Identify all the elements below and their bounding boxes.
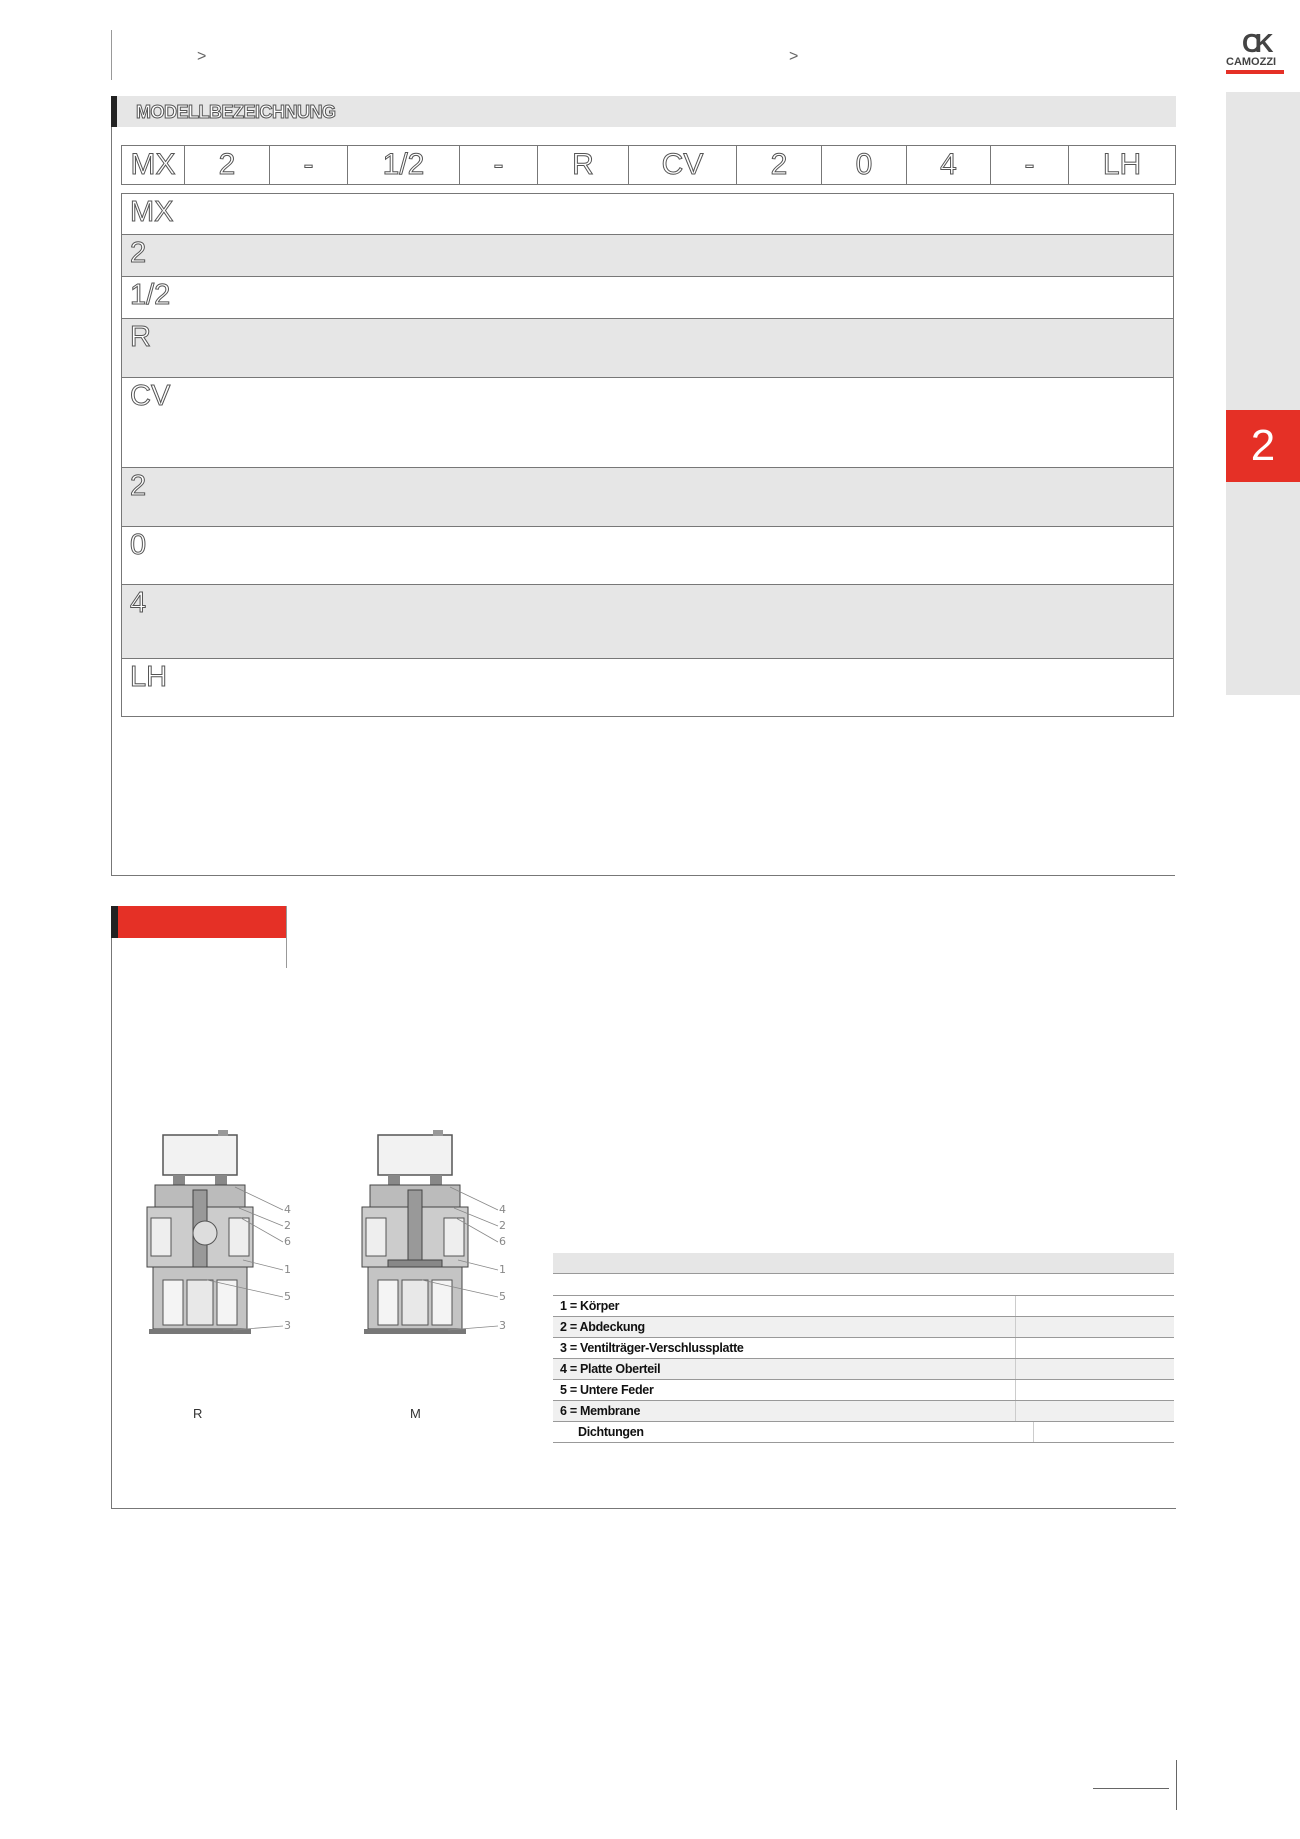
tab-divider <box>286 906 287 968</box>
material-part: 1 = Körper <box>560 1299 620 1313</box>
code-cell: LH <box>1068 146 1176 184</box>
detail-row <box>122 377 1173 467</box>
code-cell: - <box>990 146 1068 184</box>
drawing-label-m: M <box>410 1406 421 1421</box>
callout: 2 <box>284 1219 291 1232</box>
detail-label: 1/2 <box>130 279 171 311</box>
detail-label: R <box>130 321 151 353</box>
code-cell: MX <box>121 146 184 184</box>
materials-table <box>553 1253 1174 1443</box>
material-part: 5 = Untere Feder <box>560 1383 654 1397</box>
callout: 1 <box>284 1263 291 1276</box>
drawing-label-r: R <box>193 1406 203 1421</box>
materials-row <box>553 1359 1174 1380</box>
callout: 6 <box>284 1235 291 1248</box>
detail-row <box>122 276 1173 318</box>
detail-row <box>122 584 1173 658</box>
code-cell: 2 <box>736 146 821 184</box>
valve-drawing-r <box>143 1130 303 1350</box>
callout: 1 <box>499 1263 506 1276</box>
model-detail-table <box>121 193 1174 717</box>
code-cell: 2 <box>184 146 269 184</box>
camozzi-logo <box>1220 28 1290 74</box>
callout: 5 <box>284 1290 291 1303</box>
materials-row <box>553 1422 1174 1443</box>
detail-label: CV <box>130 380 171 412</box>
material-part: 3 = Ventilträger-Verschlussplatte <box>560 1341 744 1355</box>
model-section-title: MODELLBEZEICHNUNG <box>136 102 336 122</box>
code-cell: 0 <box>821 146 906 184</box>
logo-mark: CK <box>1242 28 1268 58</box>
breadcrumb-divider <box>111 30 112 80</box>
callout: 3 <box>284 1319 291 1332</box>
material-part: Dichtungen <box>578 1425 644 1439</box>
footer-line <box>1093 1788 1169 1789</box>
materials-row <box>553 1296 1174 1317</box>
material-part: 2 = Abdeckung <box>560 1320 645 1334</box>
logo-bar <box>1226 70 1284 74</box>
detail-row <box>122 194 1173 234</box>
detail-label: 2 <box>130 237 147 269</box>
detail-label: 0 <box>130 529 147 561</box>
model-code-row <box>121 145 1176 185</box>
model-section-header <box>111 96 1176 127</box>
chapter-number: 2 <box>1226 410 1300 482</box>
materials-table-subheader <box>553 1274 1174 1296</box>
callout: 3 <box>499 1319 506 1332</box>
tab-accent <box>111 906 118 938</box>
callout: 5 <box>499 1290 506 1303</box>
materials-row <box>553 1317 1174 1338</box>
callout: 4 <box>499 1203 506 1216</box>
callout: 4 <box>284 1203 291 1216</box>
detail-row <box>122 467 1173 526</box>
detail-label: 2 <box>130 470 147 502</box>
material-part: 6 = Membrane <box>560 1404 641 1418</box>
code-cell: - <box>459 146 537 184</box>
code-cell: - <box>269 146 347 184</box>
callout: 6 <box>499 1235 506 1248</box>
materials-row <box>553 1380 1174 1401</box>
materials-row <box>553 1338 1174 1359</box>
detail-row <box>122 234 1173 276</box>
valve-drawing-m <box>358 1130 518 1350</box>
code-cell: R <box>537 146 628 184</box>
breadcrumb-separator: > <box>197 48 207 65</box>
detail-row <box>122 658 1173 716</box>
materials-row <box>553 1401 1174 1422</box>
detail-row <box>122 318 1173 377</box>
code-cell: 4 <box>906 146 990 184</box>
footer-divider <box>1176 1760 1177 1810</box>
detail-label: MX <box>130 196 174 228</box>
materials-table-header <box>553 1253 1174 1274</box>
code-cell: 1/2 <box>347 146 459 184</box>
header-accent <box>111 96 117 127</box>
detail-label: LH <box>130 661 168 693</box>
callout: 2 <box>499 1219 506 1232</box>
breadcrumb-separator: > <box>789 48 799 65</box>
material-part: 4 = Platte Oberteil <box>560 1362 661 1376</box>
detail-row <box>122 526 1173 584</box>
detail-label: 4 <box>130 587 147 619</box>
side-tab <box>1226 92 1300 695</box>
logo-name: CAMOZZI <box>1226 56 1277 68</box>
materials-section-tab <box>111 906 287 938</box>
code-cell: CV <box>628 146 736 184</box>
